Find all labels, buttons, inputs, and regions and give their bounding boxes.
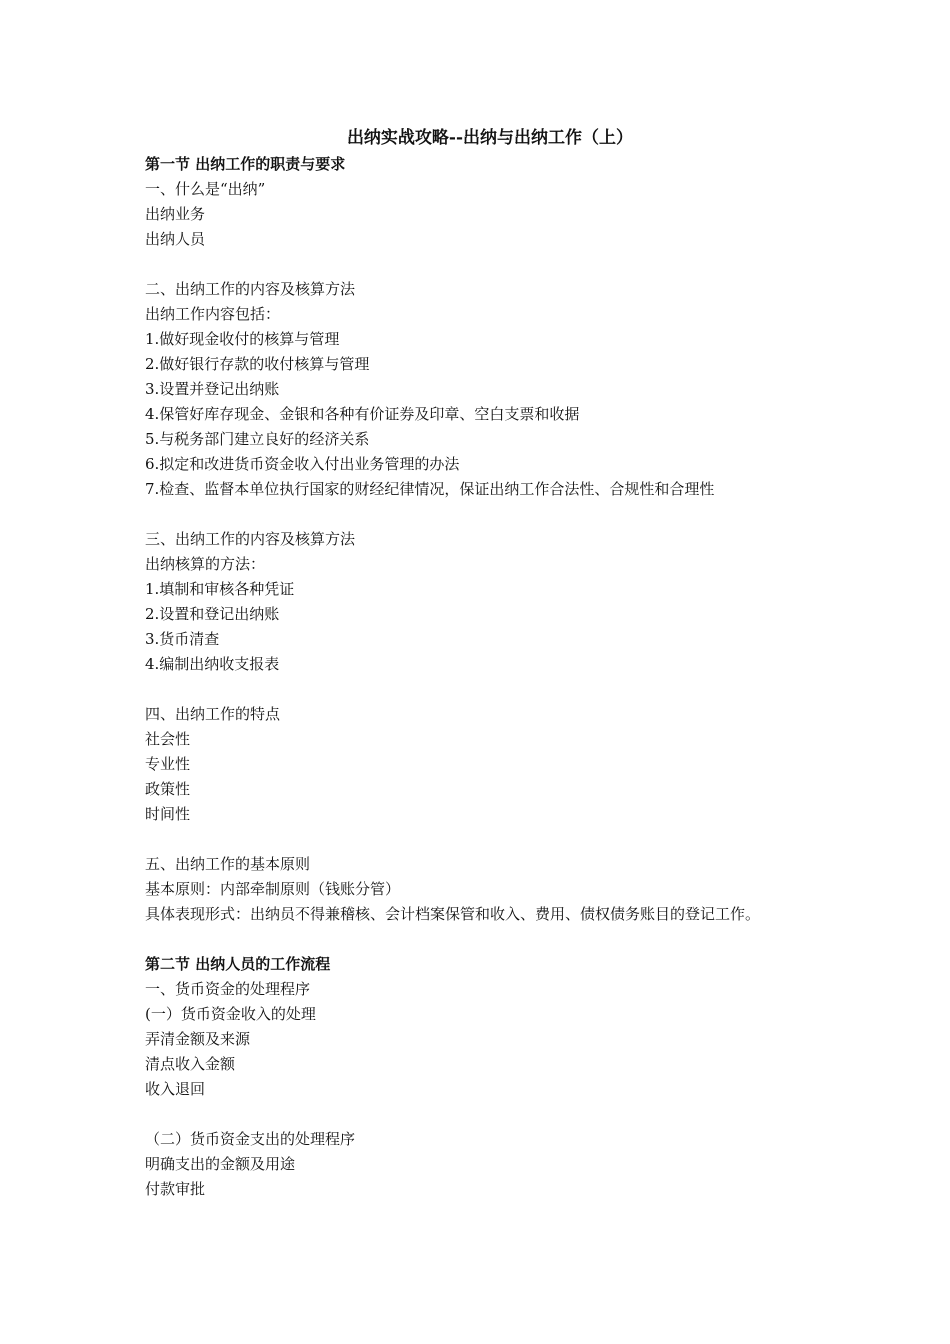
section-2-heading: 第二节 出纳人员的工作流程 [145,955,331,973]
list-item: 清点收入金额 [145,1055,236,1073]
document-page [145,124,815,1202]
blank-line [145,1102,815,1127]
list-item: 弄清金额及来源 [145,1030,251,1048]
list-item: 2.设置和登记出纳账 [145,605,280,623]
list-item: 收入退回 [145,1080,206,1098]
subsection-heading: 五、出纳工作的基本原则 [145,855,311,873]
paragraph-intro: 出纳核算的方法： [145,555,266,573]
blank-line [145,927,815,952]
subsection-heading: 四、出纳工作的特点 [145,705,281,723]
paragraph-intro: 出纳工作内容包括： [145,305,281,323]
subsection-heading: 一、货币资金的处理程序 [145,980,311,998]
list-item: 2.做好银行存款的收付核算与管理 [145,355,370,373]
subsection-heading: 二、出纳工作的内容及核算方法 [145,280,356,298]
subsection-heading: 三、出纳工作的内容及核算方法 [145,530,356,548]
blank-line [145,677,815,702]
list-item: 付款审批 [145,1180,206,1198]
list-item: 专业性 [145,755,191,773]
list-item: 社会性 [145,730,191,748]
sub-subsection-heading: （二）货币资金支出的处理程序 [145,1130,356,1148]
list-item: 7.检查、监督本单位执行国家的财经纪律情况，保证出纳工作合法性、合规性和合理性 [145,480,715,498]
list-item: 出纳人员 [145,230,206,248]
blank-line [145,502,815,527]
sub-subsection-heading: (一）货币资金收入的处理 [145,1005,316,1023]
subsection-heading: 一、什么是“出纳” [145,180,266,198]
list-item: 6.拟定和改进货币资金收入付出业务管理的办法 [145,455,460,473]
list-item: 1.做好现金收付的核算与管理 [145,330,340,348]
paragraph-wrapped: 具体表现形式：出纳员不得兼稽核、会计档案保管和收入、费用、债权债务账目的登记工作。 [145,905,761,923]
list-item: 4.保管好库存现金、金银和各种有价证券及印章、空白支票和收据 [145,405,580,423]
list-item: 3.设置并登记出纳账 [145,380,280,398]
document-title: 出纳实战攻略--出纳与出纳工作（上） [346,128,634,148]
list-item: 时间性 [145,805,191,823]
list-item: 政策性 [145,780,191,798]
list-item: 出纳业务 [145,205,206,223]
paragraph: 基本原则：内部牵制原则（钱账分管） [145,880,401,898]
list-item: 明确支出的金额及用途 [145,1155,296,1173]
blank-line [145,827,815,852]
list-item: 1.填制和审核各种凭证 [145,580,295,598]
list-item: 3.货币清查 [145,630,220,648]
blank-line [145,252,815,277]
list-item: 4.编制出纳收支报表 [145,655,280,673]
list-item: 5.与税务部门建立良好的经济关系 [145,430,370,448]
section-1-heading: 第一节 出纳工作的职责与要求 [145,155,346,173]
